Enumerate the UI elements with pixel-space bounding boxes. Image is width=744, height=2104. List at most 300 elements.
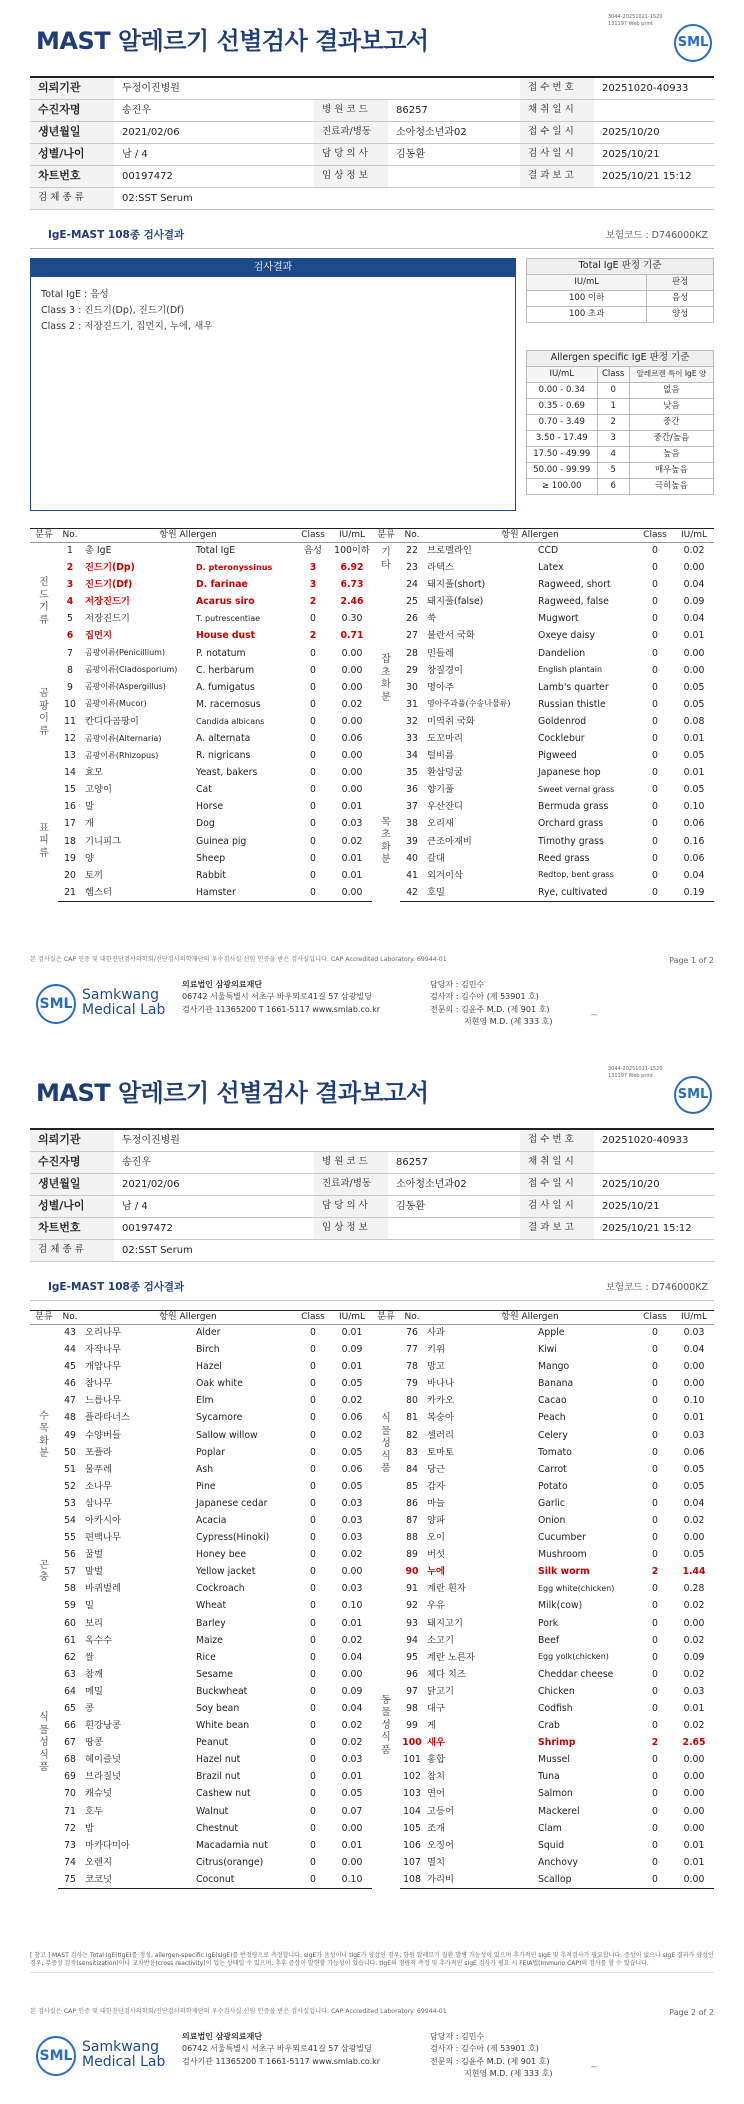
allergen-no: 66: [64, 1720, 76, 1732]
allergen-iu: 0.03: [341, 1514, 363, 1526]
allergen-iu: 0.04: [683, 579, 705, 591]
allergen-row: [372, 731, 714, 748]
sex-age-label: 성별/나이: [30, 1195, 114, 1217]
allergen-korean: 개: [85, 818, 94, 830]
allergen-iu: 0.03: [341, 1497, 363, 1509]
allergen-english: Rice: [196, 1651, 216, 1663]
criteria-cell: 1: [597, 399, 629, 415]
allergen-class: 0: [652, 715, 658, 727]
allergen-class: 0: [652, 1446, 658, 1458]
allergen-iu: 0.28: [683, 1583, 705, 1595]
allergen-no: 98: [406, 1703, 418, 1714]
allergen-korean: 창질경이: [427, 664, 463, 676]
allergen-class: 0: [310, 801, 316, 813]
allergen-korean: 셀러리: [427, 1429, 454, 1441]
allergen-row: [30, 884, 372, 901]
allergen-korean: 옥수수: [85, 1634, 112, 1646]
allergen-iu: 0.02: [341, 1429, 363, 1441]
allergen-class: 0: [652, 1754, 658, 1766]
allergen-english: Sweet vernal grass: [538, 784, 615, 794]
allergen-row: [372, 1615, 714, 1632]
allergen-korean: 닭고기: [427, 1685, 454, 1697]
allergen-iu: 0.02: [683, 1720, 705, 1732]
allergen-korean: 복숭아: [427, 1412, 454, 1424]
allergen-row: [372, 645, 714, 662]
page-footer: [30, 957, 714, 964]
dob-value: 2021/02/06: [114, 121, 314, 143]
report-date-value: 2025/10/21 15:12: [594, 165, 714, 187]
allergen-row: [30, 1735, 372, 1752]
allergen-no: 37: [406, 801, 418, 813]
column-header-iu: IU/mL: [332, 529, 372, 543]
allergen-iu: 0.05: [683, 1549, 705, 1561]
allergen-row: [30, 1581, 372, 1598]
allergen-class: 0: [652, 1771, 658, 1783]
allergen-iu: 0.03: [341, 1583, 363, 1595]
allergen-english: Chestnut: [196, 1822, 239, 1834]
allergen-korean: 오리나무: [85, 1327, 121, 1339]
allergen-class: 3: [309, 562, 317, 574]
allergen-english: Honey bee: [196, 1549, 247, 1561]
allergen-iu: 0.01: [341, 801, 363, 813]
allergen-english: Oak white: [196, 1378, 243, 1390]
allergen-row: [372, 1649, 714, 1666]
allergen-no: 33: [406, 732, 418, 744]
allergen-iu: 0.06: [683, 1446, 705, 1458]
allergen-korean: 대구: [427, 1703, 445, 1714]
allergen-iu: 0.03: [341, 1754, 363, 1766]
allergen-no: 81: [406, 1412, 418, 1424]
specific-ige-criteria-title: Allergen specific IgE 판정 기준: [527, 351, 714, 367]
allergen-iu: 0.05: [341, 1378, 363, 1390]
lab-logo-mark: SML: [36, 2036, 76, 2076]
allergen-row: [372, 1478, 714, 1495]
allergen-iu: 2.46: [340, 596, 364, 608]
specific-ige-criteria: [526, 350, 714, 495]
allergen-class: 0: [310, 1327, 316, 1339]
staff-line: 전문의 : 김윤주 M.D. (제 901 호): [430, 2056, 550, 2066]
allergen-korean: 저장진드기: [85, 613, 130, 625]
allergen-no: 65: [64, 1703, 76, 1714]
allergen-class: 0: [310, 1788, 316, 1800]
allergen-iu: 100이하: [334, 545, 370, 557]
allergen-iu: 0.00: [341, 715, 363, 727]
allergen-row: [372, 1683, 714, 1700]
allergen-no: 78: [406, 1361, 418, 1373]
staff-line: 담당자 : 김민수: [430, 2032, 485, 2041]
allergen-iu: 0.01: [341, 1839, 363, 1851]
allergen-row: [372, 1820, 714, 1837]
allergen-no: 48: [64, 1412, 76, 1424]
allergen-iu: 0.05: [683, 1463, 705, 1475]
allergen-korean: 큰조아재비: [427, 835, 472, 847]
hosp-code-label: 병 원 코 드: [314, 99, 388, 121]
allergen-iu: 0.00: [683, 562, 705, 574]
allergen-korean: 멸치: [427, 1856, 445, 1868]
allergen-iu: 2.65: [682, 1737, 706, 1749]
page-footer: [30, 2009, 714, 2016]
insurance-code: 보험코드 : D746000KZ: [605, 230, 708, 241]
column-header-no: No.: [58, 1311, 82, 1325]
allergen-class: 0: [652, 613, 658, 625]
allergen-class: 0: [652, 1532, 658, 1544]
allergen-iu: 0.00: [683, 1378, 705, 1390]
allergen-english: Scallop: [532, 1872, 636, 1889]
allergen-row: [372, 696, 714, 713]
allergen-table-right: [372, 528, 714, 902]
allergen-no: 30: [406, 681, 418, 693]
dept-value: 소아청소년과02: [388, 1173, 520, 1195]
allergen-row: [372, 833, 714, 850]
allergen-iu: 0.06: [683, 818, 705, 830]
allergen-english: Alder: [196, 1327, 221, 1339]
allergen-english: Potato: [538, 1480, 568, 1492]
allergen-row: [30, 1837, 372, 1854]
allergen-english: D. farinae: [196, 579, 248, 591]
allergen-class: 0: [652, 835, 658, 847]
allergen-no: 55: [64, 1532, 76, 1544]
document-codes: [608, 14, 663, 27]
allergen-row: [372, 884, 714, 901]
allergen-row: [372, 628, 714, 645]
signature: ~: [590, 1010, 599, 1021]
allergen-no: 45: [64, 1361, 76, 1373]
allergen-korean: 오이: [427, 1532, 445, 1544]
allergen-no: 14: [64, 767, 76, 779]
allergen-english: Latex: [538, 562, 564, 574]
criteria-cell: 17.50 - 49.99: [527, 447, 598, 463]
allergen-no: 13: [64, 750, 76, 762]
doctor-value: 김동환: [388, 143, 520, 165]
column-header-allergen: 항원 Allergen: [424, 1311, 636, 1325]
criteria-cell: 5: [597, 463, 629, 479]
allergen-no: 88: [406, 1532, 418, 1544]
sex-age-value: 남 / 4: [114, 143, 314, 165]
allergen-no: 68: [64, 1754, 76, 1766]
criteria-col: IU/mL: [527, 275, 647, 291]
dob-label: 생년월일: [30, 121, 114, 143]
allergen-class: 0: [652, 750, 658, 762]
allergen-iu: 0.01: [683, 1839, 705, 1851]
allergen-iu: 0.05: [683, 698, 705, 710]
allergen-no: 71: [64, 1805, 76, 1817]
allergen-no: 57: [64, 1566, 76, 1578]
allergen-english: Cocklebur: [538, 732, 585, 744]
allergen-class: 0: [310, 1668, 316, 1680]
allergen-no: 50: [64, 1446, 76, 1458]
category-label: 곤충: [39, 1559, 49, 1584]
allergen-class: 0: [310, 1344, 316, 1356]
allergen-english: Pine: [196, 1480, 216, 1492]
allergen-row: [372, 679, 714, 696]
allergen-english: House dust: [196, 630, 256, 642]
criteria-cell: 음성: [647, 291, 714, 307]
allergen-korean: 저장진드기: [85, 596, 130, 608]
allergen-row: [372, 1666, 714, 1683]
allergen-iu: 0.00: [341, 647, 363, 659]
collect-value: [594, 1151, 714, 1173]
allergen-no: 74: [64, 1856, 76, 1868]
category-label: 잡초화분: [381, 654, 391, 703]
allergen-row: [372, 1427, 714, 1444]
allergen-korean: 흰강낭콩: [85, 1720, 121, 1732]
allergen-korean: 키위: [427, 1344, 445, 1356]
allergen-no: 28: [406, 647, 418, 659]
allergen-class: 0: [652, 698, 658, 710]
allergen-class: 0: [310, 1378, 316, 1390]
allergen-korean: 누에: [427, 1566, 445, 1578]
allergen-korean: 돼지고기: [427, 1617, 463, 1629]
recv-no-label: 접 수 번 호: [520, 1129, 594, 1151]
allergen-row: [30, 662, 372, 679]
allergen-no: 17: [64, 818, 76, 830]
allergen-iu: 0.00: [341, 1566, 363, 1578]
allergen-no: 99: [406, 1720, 418, 1732]
allergen-no: 83: [406, 1446, 418, 1458]
allergen-no: 80: [406, 1395, 418, 1407]
allergen-english: Barley: [196, 1617, 226, 1629]
allergen-iu: 0.03: [341, 818, 363, 830]
allergen-english: Tuna: [538, 1771, 560, 1783]
allergen-class: 0: [652, 784, 658, 796]
allergen-english: Cucumber: [538, 1532, 586, 1544]
allergen-english: Sesame: [196, 1668, 233, 1680]
allergen-no: 56: [64, 1549, 76, 1561]
allergen-no: 101: [403, 1754, 421, 1766]
allergen-no: 32: [406, 715, 418, 727]
allergen-row: [372, 816, 714, 833]
allergen-class: 2: [651, 1566, 659, 1578]
criteria-cell: 100 이하: [527, 291, 647, 307]
allergen-english: Yeast, bakers: [196, 767, 258, 779]
allergen-iu: 0.01: [341, 869, 363, 881]
allergen-row: [372, 662, 714, 679]
section-label: IgE-MAST 108종 검사결과: [48, 1281, 185, 1293]
allergen-class: 0: [636, 884, 674, 901]
allergen-iu: 0.02: [683, 545, 705, 557]
allergen-no: 49: [64, 1429, 76, 1441]
allergen-iu: 0.00: [683, 1754, 705, 1766]
allergen-class: 0: [652, 562, 658, 574]
document-code-2: 131197 Web print: [608, 20, 653, 27]
allergen-english: Cashew nut: [196, 1788, 251, 1800]
lab-name-1: Samkwang: [82, 987, 159, 1003]
allergen-korean: 밀: [85, 1600, 94, 1612]
req-org-value: 두정이진병원: [114, 1129, 520, 1151]
result-summary-box: [30, 258, 516, 511]
dept-label: 진료과/병동: [314, 121, 388, 143]
report-date-label: 결 과 보 고: [520, 1217, 594, 1239]
allergen-korean: 돼지풀(false): [427, 596, 484, 608]
doctor-label: 담 당 의 사: [314, 143, 388, 165]
allergen-class: 0: [652, 1583, 658, 1595]
clinical-info-value: [388, 1217, 520, 1239]
allergen-korean: 참치: [427, 1771, 445, 1783]
criteria-col: IU/mL: [527, 367, 598, 383]
name-value: 송진우: [114, 99, 314, 121]
allergen-class: 0: [310, 767, 316, 779]
allergen-class: 0: [310, 1822, 316, 1834]
collect-label: 채 취 일 시: [520, 1151, 594, 1173]
allergen-no: 72: [64, 1822, 76, 1834]
allergen-class: 0: [310, 1566, 316, 1578]
allergen-row: [372, 748, 714, 765]
criteria-cell: 매우높음: [629, 463, 713, 479]
allergen-row: [372, 799, 714, 816]
allergen-iu: 0.05: [341, 1480, 363, 1492]
allergen-iu: 0.03: [683, 1685, 705, 1697]
lab-contact: 검사기관 11365200 T 1661-5117 www.smlab.co.kr: [182, 1004, 381, 1014]
allergen-english: Milk(cow): [538, 1600, 583, 1612]
allergen-english: Orchard grass: [538, 818, 604, 830]
allergen-korean: 진드기(Df): [85, 579, 133, 591]
allergen-no: 44: [64, 1344, 76, 1356]
allergen-row: [372, 1342, 714, 1359]
allergen-english: Acarus siro: [196, 596, 255, 608]
column-header-iu: IU/mL: [674, 529, 714, 543]
allergen-class: 0: [652, 647, 658, 659]
allergen-iu: 0.00: [683, 664, 705, 676]
allergen-iu: 0.10: [332, 1872, 372, 1889]
allergen-english: Brazil nut: [196, 1771, 241, 1783]
lab-logo: [36, 2034, 166, 2078]
allergen-row: [30, 1683, 372, 1700]
allergen-class: 0: [652, 1651, 658, 1663]
allergen-korean: 참깨: [85, 1668, 103, 1680]
allergen-english: Coconut: [190, 1872, 294, 1889]
allergen-row: [30, 1632, 372, 1649]
allergen-class: 0: [310, 613, 316, 625]
sex-age-label: 성별/나이: [30, 143, 114, 165]
allergen-english: Kiwi: [538, 1344, 557, 1356]
allergen-class: 0: [310, 852, 316, 864]
allergen-iu: 0.02: [341, 1395, 363, 1407]
allergen-class: 0: [652, 1463, 658, 1475]
page-number: Page 2 of 2: [669, 2008, 714, 2017]
allergen-row: [30, 560, 372, 577]
allergen-korean: 집먼지: [85, 630, 112, 642]
allergen-no: 108: [400, 1872, 424, 1889]
allergen-korean: 양파: [427, 1514, 445, 1526]
allergen-row: [30, 731, 372, 748]
allergen-no: 97: [406, 1685, 418, 1697]
allergen-row: [372, 1598, 714, 1615]
allergen-class: 0: [310, 664, 316, 676]
allergen-row: [372, 611, 714, 628]
lab-name-1: Samkwang: [82, 2039, 159, 2055]
allergen-no: 21: [58, 884, 82, 901]
allergen-row: [30, 1786, 372, 1803]
allergen-iu: 0.04: [683, 1344, 705, 1356]
allergen-row: [30, 713, 372, 730]
lab-info: [182, 2031, 432, 2068]
allergen-row: [30, 1615, 372, 1632]
allergen-row: [30, 1325, 372, 1342]
document-code-2: 131197 Web print: [608, 1072, 653, 1079]
allergen-class: 0: [294, 884, 332, 901]
allergen-korean: 쑥: [427, 613, 436, 625]
allergen-korean: 칸디다곰팡이: [85, 715, 139, 727]
allergen-class: 0: [652, 1361, 658, 1373]
allergen-class: 0: [310, 1737, 316, 1749]
allergen-english: Pork: [538, 1617, 559, 1629]
allergen-korean: 명아주과풀(수송나물류): [427, 699, 511, 709]
column-header-class: Class: [636, 529, 674, 543]
allergen-row: [30, 594, 372, 611]
allergen-no: 5: [67, 613, 73, 625]
allergen-iu: 0.07: [341, 1805, 363, 1817]
allergen-class: 2: [309, 630, 317, 642]
allergen-class: 0: [310, 784, 316, 796]
allergen-class: 0: [310, 1685, 316, 1697]
category-label: 진드기류: [39, 577, 49, 626]
allergen-iu: 0.03: [683, 1429, 705, 1441]
allergen-korean: 게: [427, 1720, 436, 1732]
allergen-korean: 호두: [85, 1805, 103, 1817]
allergen-english: Chicken: [538, 1685, 575, 1697]
allergen-row: [30, 1513, 372, 1530]
allergen-row: [30, 1478, 372, 1495]
allergen-no: 53: [64, 1497, 76, 1509]
allergen-korean: 메밀: [85, 1685, 103, 1697]
allergen-korean: 카카오: [427, 1395, 454, 1407]
allergen-korean: 토마토: [427, 1446, 454, 1458]
allergen-row: [372, 782, 714, 799]
criteria-cell: 3.50 - 17.49: [527, 431, 598, 447]
allergen-class: 0: [652, 1549, 658, 1561]
sex-age-value: 남 / 4: [114, 1195, 314, 1217]
allergen-korean: 마카다미아: [85, 1839, 130, 1851]
allergen-iu: 0.10: [683, 801, 705, 813]
column-header-cat: 분류: [372, 1311, 400, 1325]
allergen-no: 106: [403, 1839, 421, 1851]
allergen-no: 11: [64, 715, 76, 727]
allergen-no: 1: [67, 545, 73, 557]
staff-line: 담당자 : 김민수: [430, 980, 485, 989]
allergen-class: 0: [652, 1412, 658, 1424]
allergen-class: 0: [310, 1771, 316, 1783]
allergen-korean: 브로멜라인: [427, 545, 472, 557]
allergen-korean: 오리새: [427, 818, 454, 830]
foundation-name: 의료법인 삼광의료재단: [182, 980, 263, 989]
allergen-english: Japanese hop: [538, 767, 601, 779]
allergen-no: 46: [64, 1378, 76, 1390]
criteria-cell: 0.35 - 0.69: [527, 399, 598, 415]
allergen-no: 73: [64, 1839, 76, 1851]
total-ige-criteria: [526, 258, 714, 323]
page-number: Page 1 of 2: [669, 956, 714, 965]
recv-date-value: 2025/10/20: [594, 121, 714, 143]
recv-no-value: 20251020-40933: [594, 1129, 714, 1151]
allergen-class: 0: [310, 750, 316, 762]
allergen-row: [372, 1632, 714, 1649]
allergen-english: Ragweed, short: [538, 579, 611, 591]
clinical-info-label: 임 상 정 보: [314, 165, 388, 187]
sml-logo: SML: [674, 1076, 712, 1114]
allergen-row: [372, 1752, 714, 1769]
allergen-row: [30, 1649, 372, 1666]
allergen-class: 0: [652, 767, 658, 779]
allergen-korean: 사과: [427, 1327, 445, 1339]
allergen-class: 0: [310, 1634, 316, 1646]
allergen-class: 0: [652, 801, 658, 813]
allergen-class: 0: [652, 1703, 658, 1714]
allergen-row: [30, 799, 372, 816]
allergen-class: 0: [652, 1685, 658, 1697]
allergen-english: Yellow jacket: [196, 1566, 256, 1578]
allergen-iu: 0.01: [683, 630, 705, 642]
allergen-class: 0: [310, 1720, 316, 1732]
